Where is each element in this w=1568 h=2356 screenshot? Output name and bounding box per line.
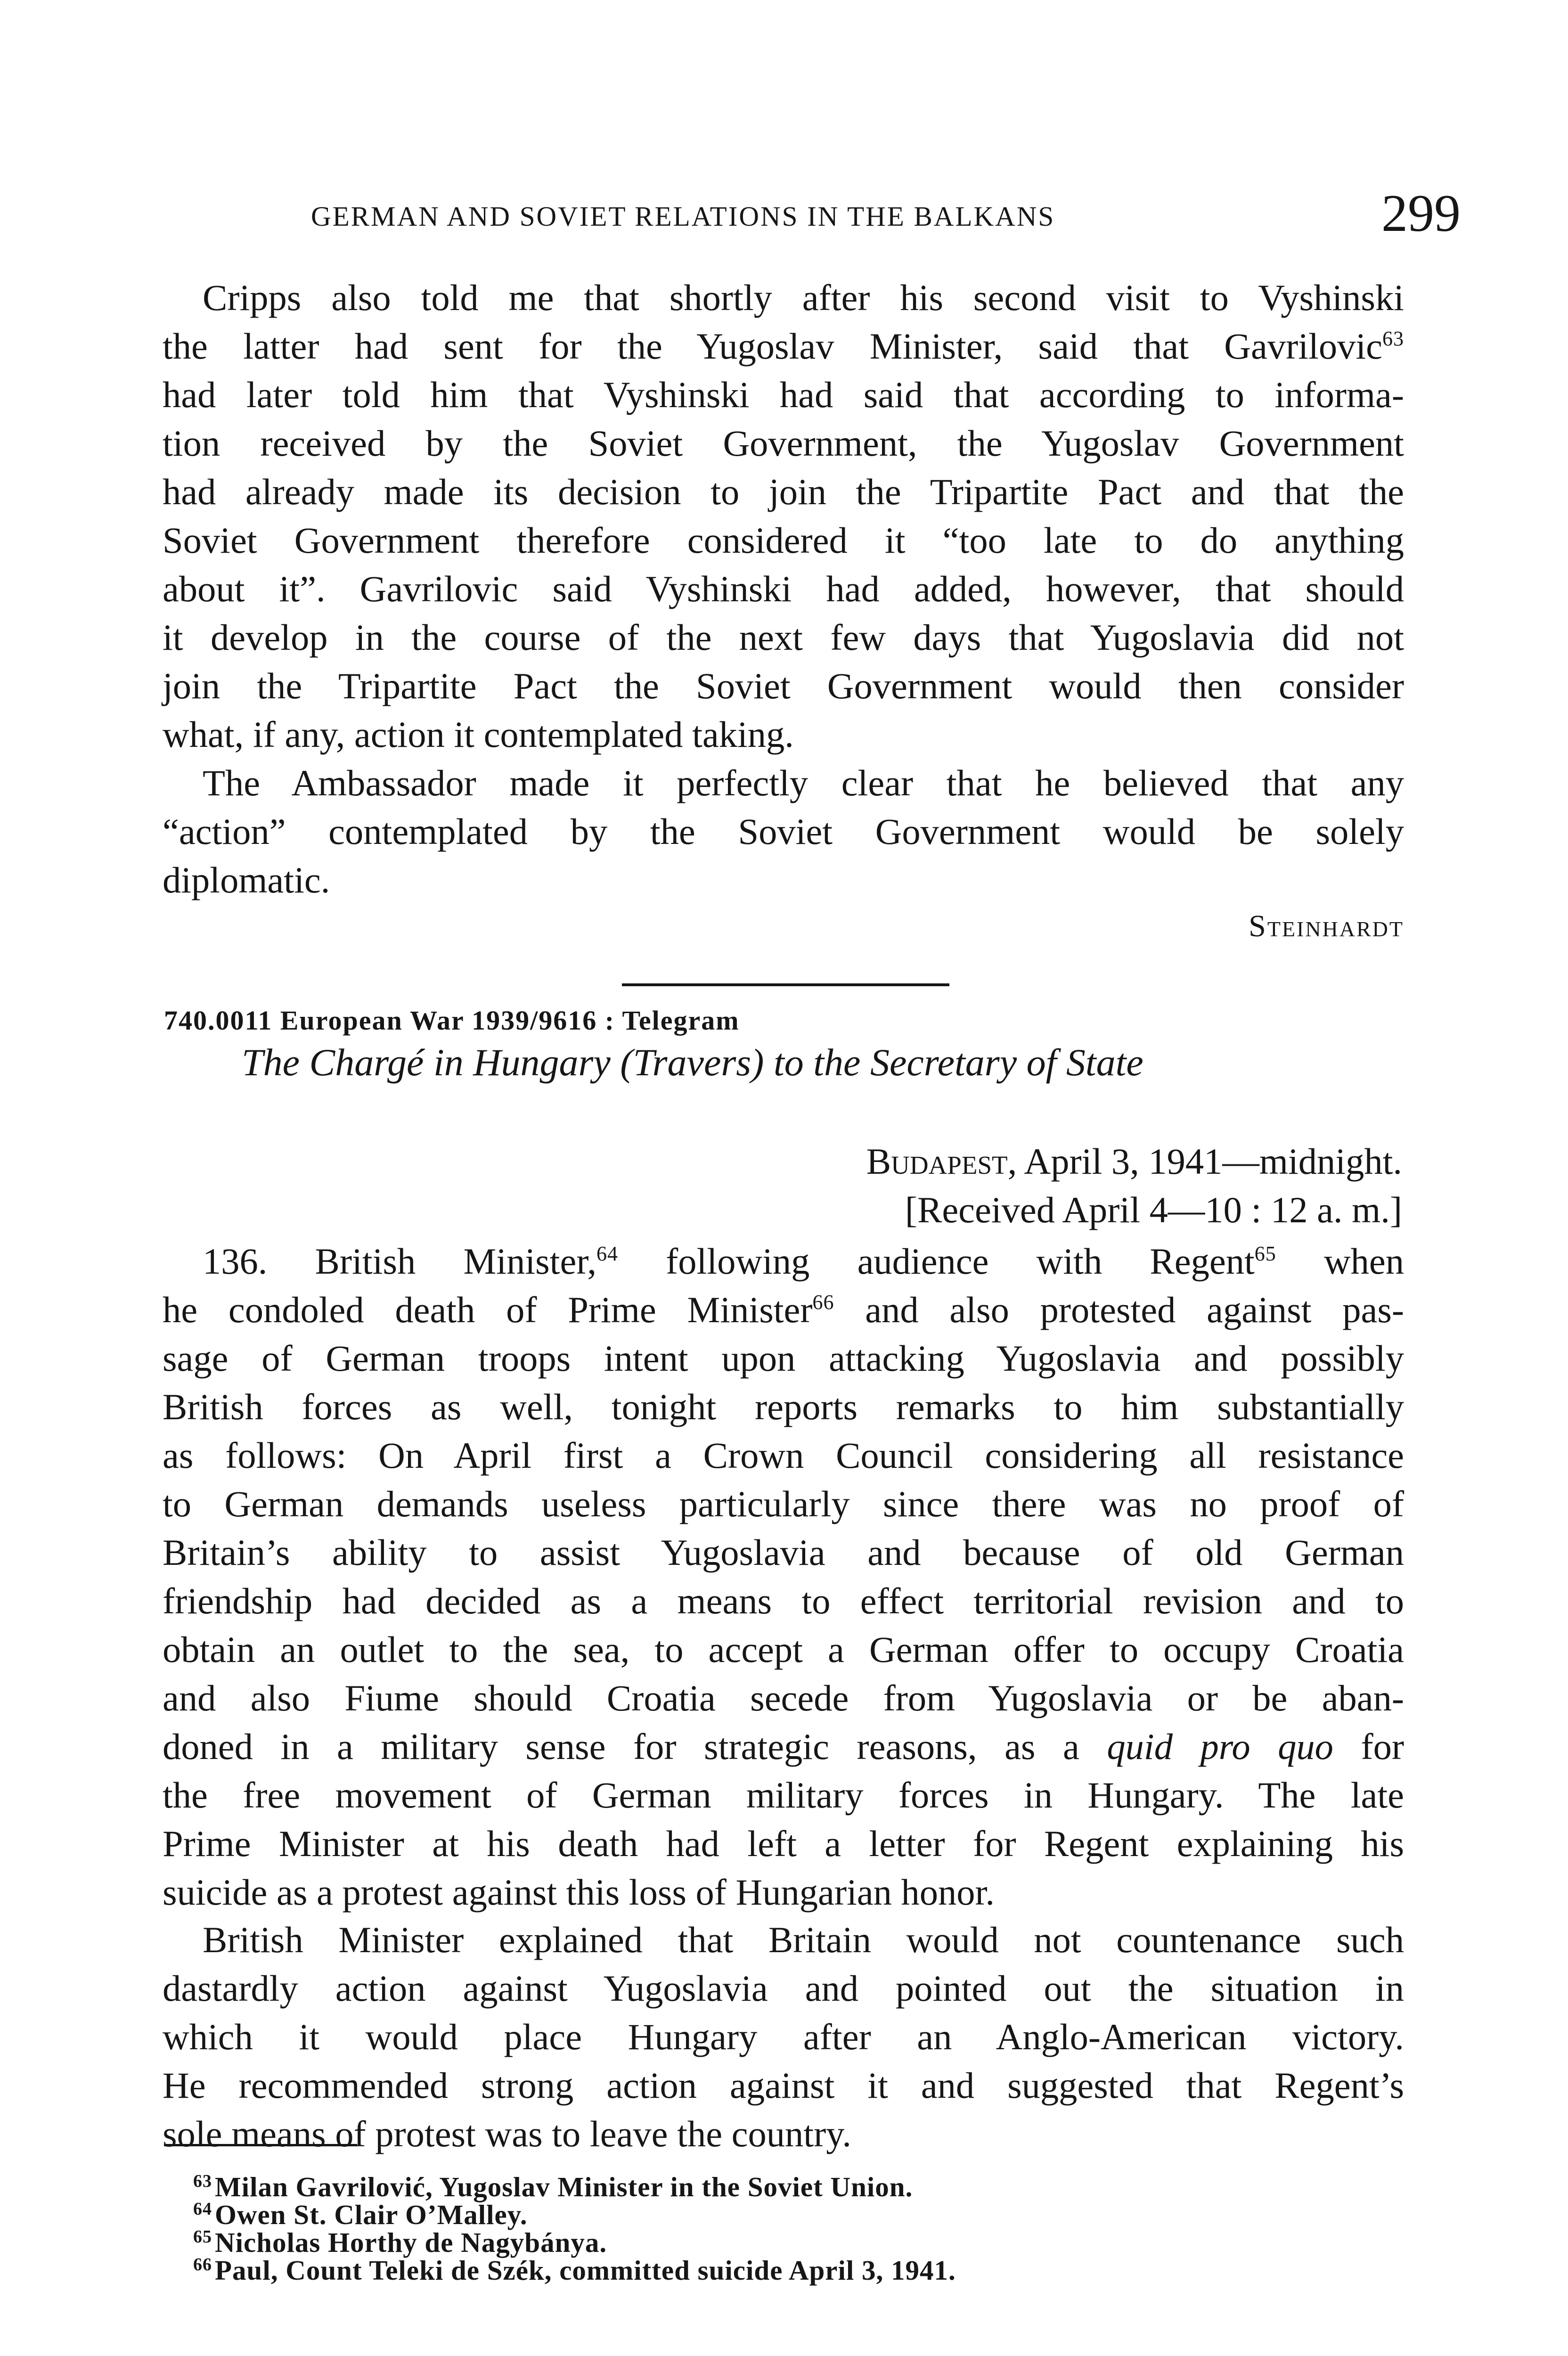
- section-divider: [622, 983, 949, 986]
- running-head: [311, 184, 1461, 243]
- paragraph-cripps: [163, 273, 1404, 759]
- text-line: to German demands useless particularly since there was no proof of: [163, 1483, 1404, 1524]
- text-line: had later told him that Vyshinski had said that according to informa-: [163, 374, 1404, 415]
- document-title: The Chargé in Hungary (Travers) to the Secretary of State: [242, 1041, 1143, 1084]
- page-number: 299: [1381, 184, 1461, 243]
- text-line: Prime Minister at his death had left a letter for Regent explaining his: [163, 1823, 1404, 1864]
- text-line: “action” contemplated by the Soviet Government would be solely: [163, 811, 1404, 852]
- text-line: he condoled death of Prime Minister: [163, 1289, 813, 1330]
- footnote-reference: 66: [812, 1291, 834, 1314]
- text-line: dastardly action against Yugoslavia and pointed out the situation in: [163, 1968, 1404, 2009]
- text-line: about it”. Gavrilovic said Vyshinski had added, however, that should: [163, 568, 1404, 609]
- footnote-text: Paul, Count Teleki de Szék, committed suicide April 3, 1941.: [215, 2255, 956, 2286]
- text-line: sage of German troops intent upon attacking Yugoslavia and possibly: [163, 1338, 1404, 1379]
- text-line: Britain’s ability to assist Yugoslavia and because of old German: [163, 1532, 1404, 1573]
- text-line: following audience with Regent: [618, 1241, 1255, 1282]
- text-line: the free movement of German military forces in Hungary. The late: [163, 1775, 1404, 1816]
- text-line: when: [1276, 1241, 1404, 1282]
- text-line: British Minister explained that Britain would not countenance such: [203, 1919, 1404, 1960]
- text-line: and also Fiume should Croatia secede from Yugoslavia or be aban-: [163, 1677, 1404, 1718]
- text-line: and also protested against pas-: [834, 1289, 1405, 1330]
- text-line: sole means of protest was to leave the country.: [163, 2113, 851, 2154]
- text-line: Cripps also told me that shortly after his second visit to Vyshinski: [203, 277, 1404, 318]
- footnote-divider: [164, 2144, 357, 2146]
- footnote-text: Nicholas Horthy de Nagybánya.: [215, 2227, 607, 2258]
- footnote: [193, 2257, 1399, 2284]
- footnote-text: Milan Gavrilović, Yugoslav Minister in the Soviet Union.: [215, 2171, 913, 2202]
- text-line: The Ambassador made it perfectly clear that he believed that any: [203, 762, 1404, 803]
- latin-phrase: quid pro quo: [1107, 1726, 1333, 1767]
- file-reference: 740.0011 European War 1939/9616 : Telegram: [164, 1005, 740, 1036]
- text-line: for: [1333, 1726, 1404, 1767]
- dateline: [866, 1140, 1402, 1183]
- footnote-reference: 64: [596, 1242, 618, 1265]
- footnote-reference: 63: [1382, 327, 1404, 350]
- text-line: which it would place Hungary after an Anglo-American victory.: [163, 2016, 1404, 2057]
- footnote-marker: 63: [193, 2171, 212, 2191]
- text-line: tion received by the Soviet Government, the Yugoslav Government: [163, 423, 1404, 464]
- text-line: the latter had sent for the Yugoslav Minister, said that Gavrilovic: [163, 326, 1382, 367]
- dateline-place: Budapest,: [866, 1141, 1017, 1182]
- received-line: [Received April 4—10 : 12 a. m.]: [905, 1189, 1402, 1230]
- text-line: He recommended strong action against it and suggested that Regent’s: [163, 2065, 1404, 2106]
- paragraph-telegram-136: [163, 1237, 1404, 1916]
- running-title: GERMAN AND SOVIET RELATIONS IN THE BALKANS: [311, 201, 1055, 232]
- footnote: [193, 2229, 1399, 2257]
- text-line: had already made its decision to join the Tripartite Pact and that the: [163, 471, 1404, 512]
- dateline-date: April 3, 1941—midnight.: [1017, 1141, 1402, 1182]
- paragraph-british-minister: [163, 1915, 1404, 2158]
- text-line: friendship had decided as a means to effect territorial revision and to: [163, 1580, 1404, 1621]
- text-line: 136. British Minister,: [203, 1241, 596, 1282]
- text-line: join the Tripartite Pact the Soviet Government would then consider: [163, 665, 1404, 706]
- text-line: British forces as well, tonight reports remarks to him substantially: [163, 1386, 1404, 1427]
- footnotes: [193, 2173, 1399, 2284]
- text-line: doned in a military sense for strategic reasons, as a: [163, 1726, 1107, 1767]
- text-line: suicide as a protest against this loss of Hungarian honor.: [163, 1872, 995, 1913]
- text-line: obtain an outlet to the sea, to accept a German offer to occupy Croatia: [163, 1629, 1404, 1670]
- footnote: [193, 2201, 1399, 2229]
- footnote-text: Owen St. Clair O’Malley.: [215, 2199, 528, 2230]
- footnote-marker: 65: [193, 2227, 212, 2247]
- footnote-marker: 64: [193, 2199, 212, 2219]
- text-line: as follows: On April first a Crown Council considering all resistance: [163, 1435, 1404, 1476]
- paragraph-ambassador: [163, 759, 1404, 904]
- text-line: it develop in the course of the next few days that Yugoslavia did not: [163, 617, 1404, 658]
- footnote-reference: 65: [1254, 1242, 1276, 1265]
- signature: Steinhardt: [1249, 909, 1404, 943]
- text-line: Soviet Government therefore considered it “too late to do anything: [163, 520, 1404, 561]
- footnote: [193, 2173, 1399, 2201]
- footnote-marker: 66: [193, 2255, 212, 2274]
- text-line: diplomatic.: [163, 859, 330, 900]
- text-line: what, if any, action it contemplated taking.: [163, 714, 794, 755]
